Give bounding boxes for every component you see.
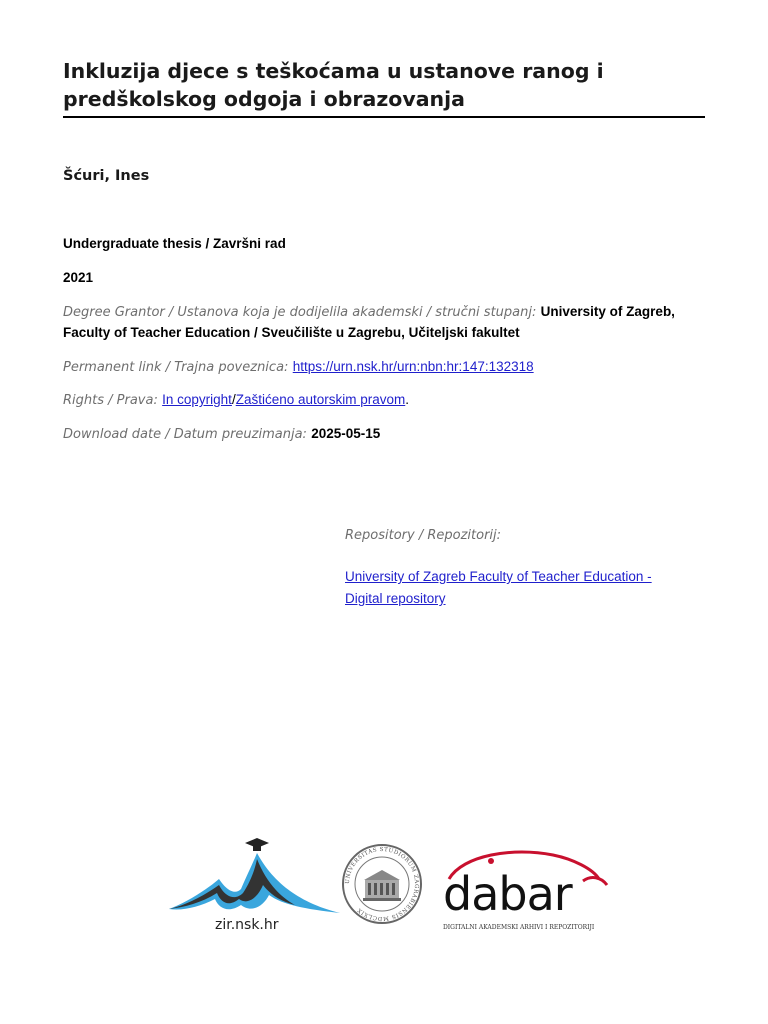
dabar-subtitle: DIGITALNI AKADEMSKI ARHIVI I REPOZITORIJI bbox=[443, 924, 595, 931]
protected-copyright-link[interactable]: Zaštićeno autorskim pravom bbox=[235, 392, 406, 407]
thesis-year: 2021 bbox=[63, 270, 94, 285]
zir-logo[interactable] bbox=[165, 835, 345, 935]
rights-separator: / bbox=[231, 392, 236, 407]
repository-link-container bbox=[345, 565, 675, 609]
rights-label: Rights / Prava: bbox=[63, 393, 158, 408]
zir-logo-text: zir.nsk.hr bbox=[215, 917, 279, 933]
author-name: Šćuri, Ines bbox=[63, 168, 150, 184]
rights-period: . bbox=[405, 392, 410, 407]
download-date-value: 2025-05-15 bbox=[311, 426, 381, 441]
repository-label: Repository / Repozitorij: bbox=[345, 528, 502, 543]
degree-grantor-row bbox=[63, 302, 703, 343]
permanent-link-row bbox=[63, 357, 703, 378]
in-copyright-link[interactable]: In copyright bbox=[162, 392, 232, 407]
university-seal-building-icon bbox=[363, 870, 401, 901]
degree-grantor-value: University of Zagreb, Faculty of Teacher Education / Sveučilište u Zagrebu, Učiteljski fakultet bbox=[63, 304, 675, 340]
permanent-link[interactable]: https://urn.nsk.hr/urn:nbn:hr:147:132318 bbox=[292, 359, 534, 374]
rights-row bbox=[63, 390, 703, 411]
thesis-type: Undergraduate thesis / Završni rad bbox=[63, 236, 286, 251]
permanent-link-label: Permanent link / Trajna poveznica: bbox=[63, 360, 289, 375]
download-date-label: Download date / Datum preuzimanja: bbox=[63, 427, 307, 442]
document-title: Inkluzija djece s teškoćama u ustanove ranog i predškolskog odgoja i obrazovanja bbox=[63, 59, 604, 111]
title-divider bbox=[63, 116, 705, 118]
repository-link[interactable]: University of Zagreb Faculty of Teacher Education - Digital repository bbox=[345, 569, 652, 606]
degree-grantor-label: Degree Grantor / Ustanova koja je dodijelila akademski / stručni stupanj: bbox=[63, 305, 537, 320]
seal-text: UNIVERSITAS STUDIORUM ZAGRABIENSIS MDCLXIX bbox=[344, 846, 420, 922]
logo-strip bbox=[165, 835, 615, 935]
dabar-logo[interactable] bbox=[443, 845, 613, 935]
download-date-row bbox=[63, 424, 703, 445]
dabar-wordmark: dabar bbox=[443, 867, 572, 921]
mountain-graduation-cap-logo-icon bbox=[169, 838, 340, 913]
university-seal-logo bbox=[341, 843, 423, 925]
